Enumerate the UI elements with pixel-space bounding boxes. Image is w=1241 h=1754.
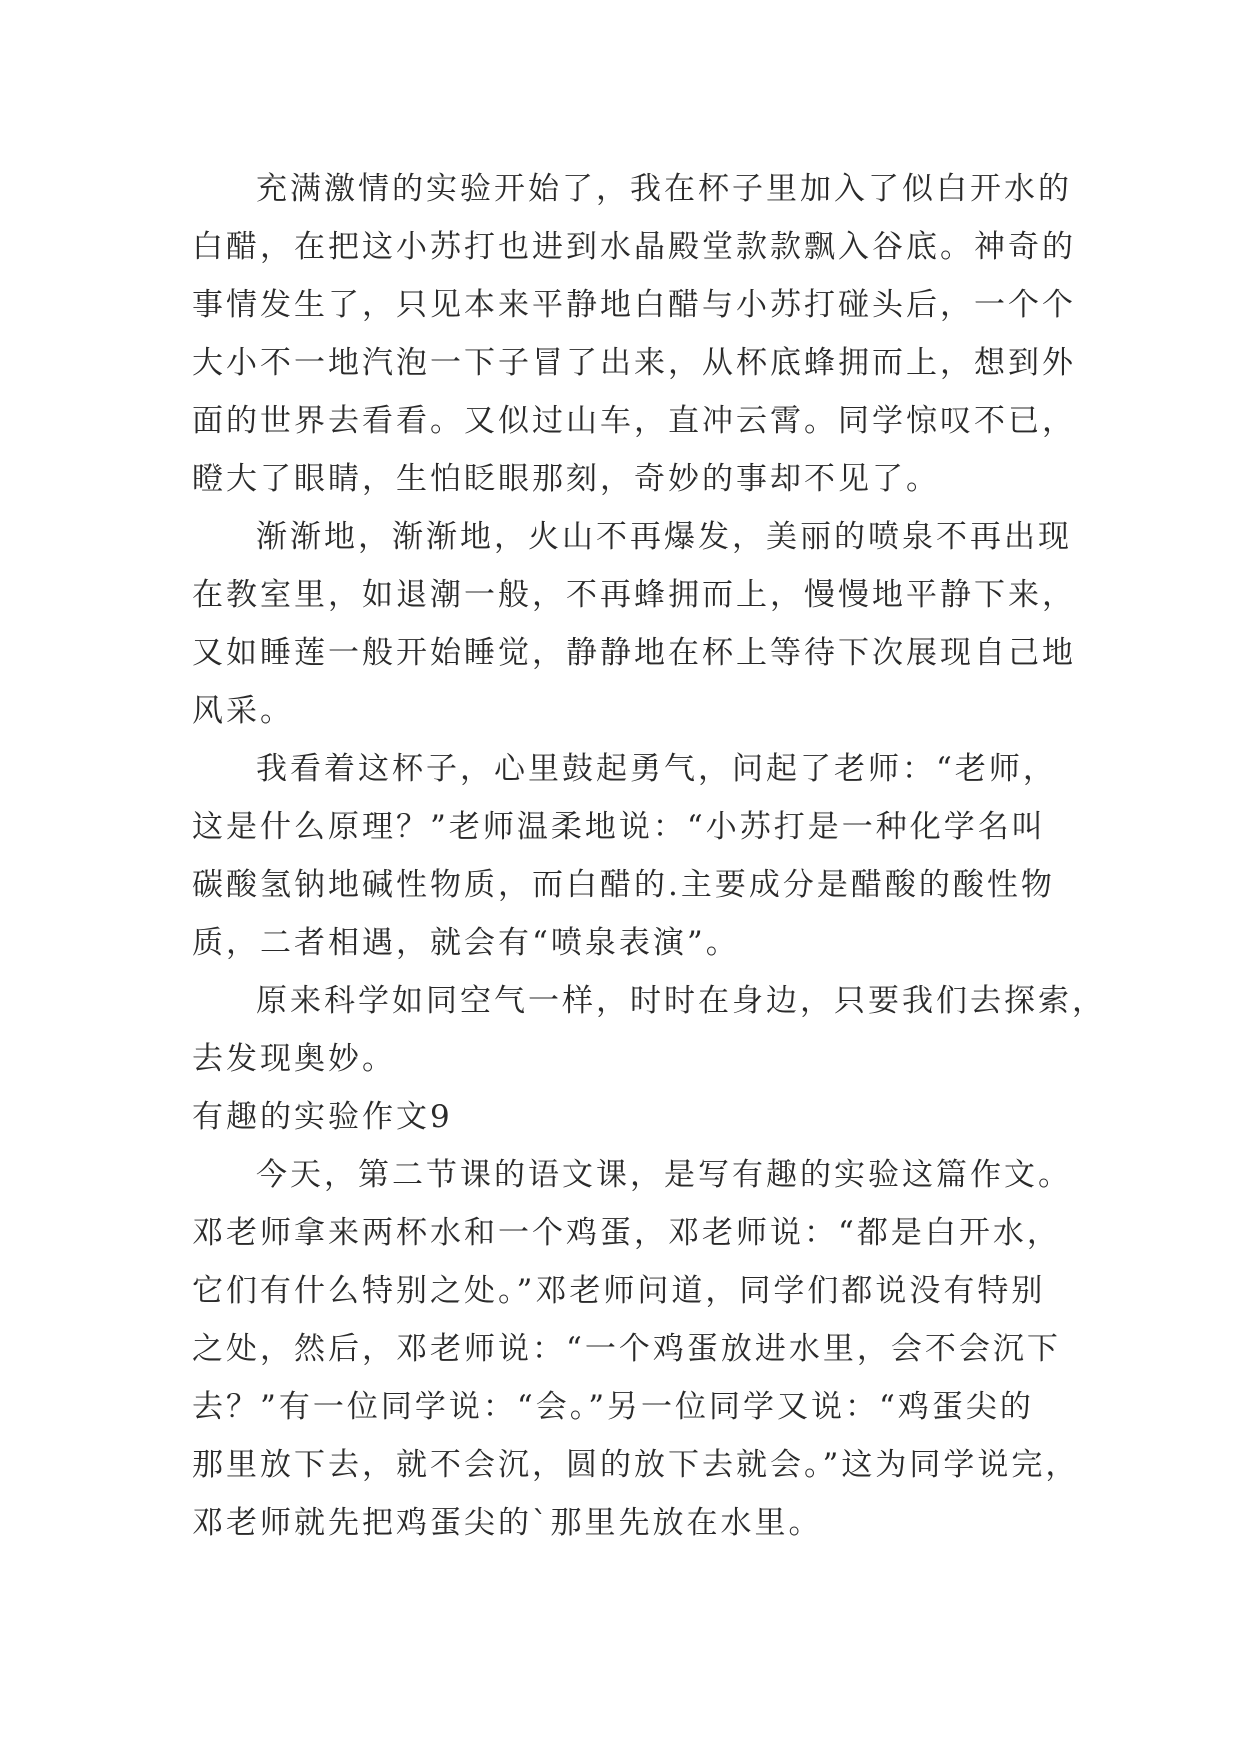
text-line: 这是什么原理？”老师温柔地说：“小苏打是一种化学名叫 xyxy=(192,809,1046,845)
paragraph xyxy=(192,740,1072,972)
text-line: 质，二者相遇，就会有“喷泉表演”。 xyxy=(192,925,740,961)
text-line: 去发现奥妙。 xyxy=(192,1041,396,1077)
text-line: 又如睡莲一般开始睡觉，静静地在杯上等待下次展现自己地 xyxy=(192,635,1076,671)
paragraph xyxy=(192,160,1076,508)
paragraph xyxy=(192,1146,1080,1552)
text-line: 碳酸氢钠地碱性物质，而白醋的.主要成分是醋酸的酸性物 xyxy=(192,867,1055,903)
text-line: 那里放下去，就不会沉，圆的放下去就会。”这为同学说完， xyxy=(192,1447,1080,1483)
text-line: 去？”有一位同学说：“会。”另一位同学又说：“鸡蛋尖的 xyxy=(192,1389,1034,1425)
text-line: 事情发生了，只见本来平静地白醋与小苏打碰头后，一个个 xyxy=(192,287,1076,323)
text-line: 我看着这杯子，心里鼓起勇气，问起了老师：“老师， xyxy=(256,751,1057,787)
text-line: 瞪大了眼睛，生怕眨眼那刻，奇妙的事却不见了。 xyxy=(192,461,940,497)
section-heading: 有趣的实验作文9 xyxy=(192,1099,453,1135)
text-line: 它们有什么特别之处。”邓老师问道，同学们都说没有特别 xyxy=(192,1273,1046,1309)
paragraph xyxy=(192,508,1076,740)
text-line: 在教室里，如退潮一般，不再蜂拥而上，慢慢地平静下来， xyxy=(192,577,1076,613)
text-line: 大小不一地汽泡一下子冒了出来，从杯底蜂拥而上，想到外 xyxy=(192,345,1076,381)
text-line: 面的世界去看看。又似过山车，直冲云霄。同学惊叹不已， xyxy=(192,403,1076,439)
text-line: 今天，第二节课的语文课，是写有趣的实验这篇作文。 xyxy=(256,1157,1072,1193)
document-body xyxy=(192,160,1106,1552)
text-line: 渐渐地，渐渐地，火山不再爆发，美丽的喷泉不再出现 xyxy=(256,519,1072,555)
text-line: 风采。 xyxy=(192,693,294,729)
text-line: 邓老师拿来两杯水和一个鸡蛋，邓老师说：“都是白开水， xyxy=(192,1215,1061,1251)
text-line: 邓老师就先把鸡蛋尖的`那里先放在水里。 xyxy=(192,1505,823,1541)
text-line: 原来科学如同空气一样，时时在身边，只要我们去探索， xyxy=(256,983,1106,1019)
text-line: 之处，然后，邓老师说：“一个鸡蛋放进水里，会不会沉下 xyxy=(192,1331,1061,1367)
text-line: 充满激情的实验开始了，我在杯子里加入了似白开水的 xyxy=(256,171,1072,207)
text-line: 白醋，在把这小苏打也进到水晶殿堂款款飘入谷底。神奇的 xyxy=(192,229,1076,265)
paragraph xyxy=(192,972,1106,1088)
